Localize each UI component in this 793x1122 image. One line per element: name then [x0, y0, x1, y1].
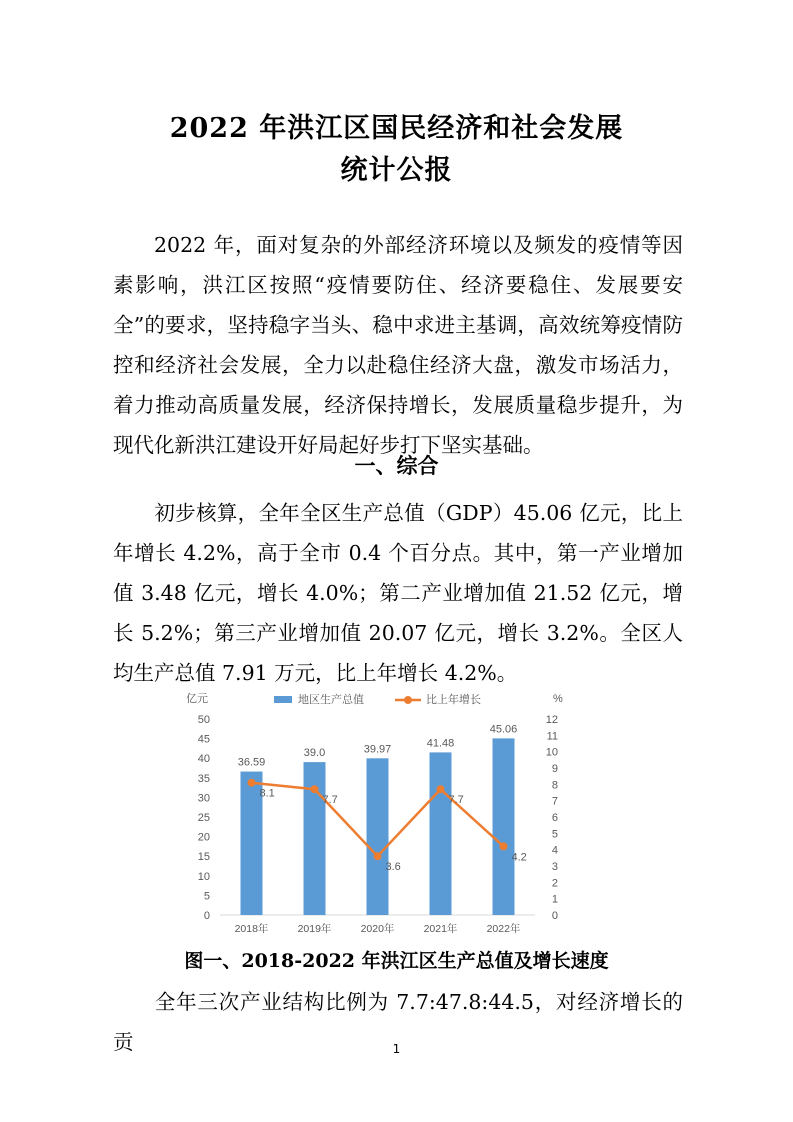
left-tick-label: 35 — [197, 772, 210, 785]
x-tick-label: 2020年 — [360, 923, 395, 935]
right-tick-label: 6 — [551, 812, 558, 824]
structure-text: 全年三次产业结构比例为 7.7:47.8:44.5，对经济增长的贡 — [113, 990, 683, 1054]
right-axis-unit: % — [553, 693, 563, 705]
bar — [493, 738, 515, 915]
bar — [430, 752, 452, 915]
line-data-label: 7.7 — [322, 794, 338, 807]
bar — [367, 758, 389, 915]
x-tick-label: 2019年 — [297, 923, 332, 935]
left-tick-label: 15 — [197, 851, 210, 864]
left-tick-label: 0 — [203, 910, 210, 922]
bar — [304, 762, 326, 915]
right-tick-label: 10 — [545, 746, 558, 759]
right-tick-label: 0 — [551, 910, 558, 922]
bar-data-label: 39.97 — [363, 743, 392, 756]
x-tick-label: 2022年 — [486, 923, 521, 935]
doc-title-line1: 2022 年洪江区国民经济和社会发展 — [169, 113, 624, 144]
left-tick-label: 50 — [197, 714, 210, 726]
bar-data-label: 36.59 — [237, 756, 266, 769]
section1-text: 初步核算，全年全区生产总值（GDP）45.06 亿元，比上年增长 4.2%，高于全市 0.4 个百分点。其中，第一产业增加值 3.48 亿元，增长 4.0%；第二产业增加值 21.52 亿元，增长 5.2%；第三产业增加值 20.07 亿元，增长 3.2%。全区人均生产总值 7.91 万元，比上年增长 4.2%。 — [113, 501, 683, 685]
legend-bar-label: 地区生产总值 — [298, 694, 364, 706]
section1-paragraph — [113, 493, 683, 693]
line-data-label: 3.6 — [385, 861, 401, 874]
x-tick-label: 2018年 — [234, 923, 269, 935]
right-tick-label: 4 — [551, 844, 558, 857]
left-tick-label: 30 — [197, 792, 210, 805]
figure-caption: 图一、2018-2022 年洪江区生产总值及增长速度 — [184, 950, 609, 972]
right-tick-label: 9 — [551, 763, 558, 775]
intro-text: 2022 年，面对复杂的外部经济环境以及频发的疫情等因素影响，洪江区按照“疫情要防住、经济要稳住、发展要安全”的要求，坚持稳字当头、稳中求进主基调，高效统筹疫情防控和经济社会发展，全力以赴稳住经济大盘，激发市场活力，着力推动高质量发展，经济保持增长，发展质量稳步提升，为现代化新洪江建设开好局起好步打下坚实基础。 — [113, 233, 683, 457]
intro-paragraph — [113, 225, 683, 465]
bar-data-label: 39.0 — [303, 747, 326, 760]
right-tick-label: 3 — [551, 861, 558, 873]
right-tick-label: 12 — [545, 714, 558, 726]
left-axis-unit: 亿元 — [186, 693, 208, 705]
legend-line-marker — [404, 696, 412, 704]
line-point — [500, 842, 508, 850]
right-tick-label: 7 — [551, 795, 558, 808]
right-tick-label: 11 — [546, 730, 558, 743]
line-point — [311, 785, 319, 793]
left-tick-label: 10 — [197, 870, 210, 883]
right-tick-label: 5 — [551, 828, 558, 841]
x-tick-label: 2021年 — [423, 923, 458, 935]
line-data-label: 7.7 — [448, 794, 464, 807]
line-data-label: 8.1 — [259, 787, 275, 800]
legend-line-label: 比上年增长 — [426, 694, 481, 706]
legend-bar-swatch — [274, 696, 292, 703]
bar-data-label: 41.48 — [426, 737, 455, 750]
line-point — [248, 779, 256, 787]
right-tick-label: 1 — [551, 893, 558, 906]
left-tick-label: 40 — [197, 753, 210, 766]
page-number: 1 — [392, 1042, 401, 1056]
section-heading: 一、综合 — [354, 454, 439, 478]
line-point — [374, 852, 382, 860]
bar-data-label: 45.06 — [489, 723, 518, 736]
right-tick-label: 8 — [551, 779, 558, 792]
line-point — [437, 785, 445, 793]
line-data-label: 4.2 — [511, 851, 527, 864]
gdp-chart — [180, 688, 600, 938]
left-tick-label: 20 — [197, 831, 210, 844]
right-tick-label: 2 — [551, 877, 558, 890]
left-tick-label: 45 — [197, 733, 210, 746]
doc-title-line2: 统计公报 — [340, 155, 453, 186]
left-tick-label: 25 — [197, 812, 210, 824]
left-tick-label: 5 — [203, 890, 210, 903]
